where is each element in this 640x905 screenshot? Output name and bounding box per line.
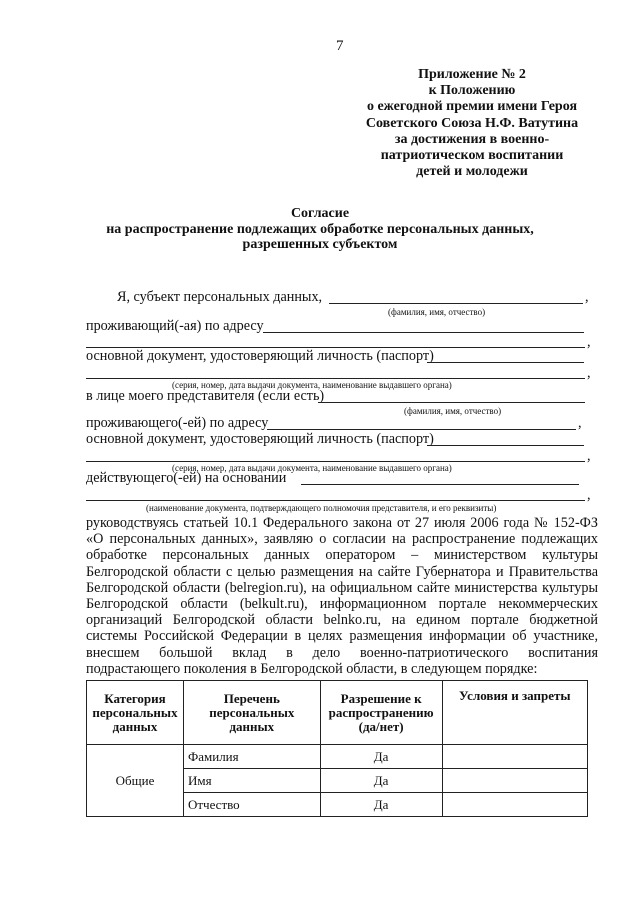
consent-body-text: руководствуясь статьей 10.1 Федерального закона от 27 июля 2006 года № 152-ФЗ «О персональных данных», заявляю о согласии на распространение подлежащих обработке персональных данных оператором – министерством культуры Белгородской области с целью размещения на сайте Губернатора и Правительства Белгородской области (belregion.ru), на официальном сайте министерства культуры Белгородской области (belkult.ru), информационном портале некоммерческих организаций Белгородской области belnko.ru, на едином портале бюджетной системы Российской Федерации в целях размещения информации об участнике, внесшем большой вклад в дело военно-патриотического воспитания подрастающего поколения в Белгородской области, в следующем порядке: <box>86 515 598 677</box>
hint-fio: (фамилия, имя, отчество) <box>388 307 486 317</box>
representative-fio-field[interactable] <box>318 402 585 403</box>
representative-label: в лице моего представителя (если есть) <box>86 388 325 404</box>
comma: , <box>585 289 589 305</box>
appendix-line: о ежегодной премии имени Героя <box>366 99 578 115</box>
table-header-cell: Условия и запреты <box>442 681 587 745</box>
item-cell: Отчество <box>183 793 320 817</box>
appendix-line: Приложение № 2 <box>418 67 526 82</box>
category-cell: Общие <box>87 745 184 817</box>
title-line: разрешенных субъектом <box>242 237 398 252</box>
appendix-line: к Положению <box>428 83 516 99</box>
title-line: Согласие <box>290 206 350 221</box>
appendix-line: Советского Союза Н.Ф. Ватутина <box>365 115 579 131</box>
hint-doc: (серия, номер, дата выдачи документа, наименование выдавшего органа) <box>172 463 452 473</box>
table-row <box>87 745 588 769</box>
comma: , <box>587 448 591 464</box>
table-header-cell: Категория персональных данных <box>87 681 184 745</box>
acting-label: действующего(-ей) на основании <box>86 470 287 486</box>
subject-address-field[interactable] <box>263 332 584 333</box>
subject-fio-field[interactable] <box>329 303 583 304</box>
document-title <box>90 206 550 253</box>
comma: , <box>587 334 591 350</box>
rep-passport-field[interactable] <box>427 445 584 446</box>
residing-label: проживающий(-ая) по адресу <box>86 318 264 334</box>
basis-field-2[interactable] <box>86 500 585 501</box>
personal-data-table <box>86 680 588 817</box>
hint-basis: (наименование документа, подтверждающего полномочия представителя, и его реквизиты) <box>146 503 497 513</box>
subject-intro-label: Я, субъект персональных данных, <box>117 289 323 305</box>
comma: , <box>587 487 591 503</box>
comma: , <box>587 365 591 381</box>
table-header-row <box>87 681 588 745</box>
subject-passport-field-2[interactable] <box>86 378 585 379</box>
table-header-cell: Перечень персональных данных <box>183 681 320 745</box>
rep-residing-label: проживающего(-ей) по адресу <box>86 415 269 431</box>
hint-fio: (фамилия, имя, отчество) <box>404 406 502 416</box>
item-cell: Фамилия <box>183 745 320 769</box>
conditions-cell[interactable] <box>442 745 587 769</box>
item-cell: Имя <box>183 769 320 793</box>
appendix-line: детей и молодежи <box>416 164 528 180</box>
permission-cell[interactable]: Да <box>320 769 442 793</box>
subject-passport-field[interactable] <box>427 362 584 363</box>
doc-main-label: основной документ, удостоверяющий личность (паспорт) <box>86 348 434 364</box>
hint-doc: (серия, номер, дата выдачи документа, наименование выдавшего органа) <box>172 380 452 390</box>
permission-cell[interactable]: Да <box>320 793 442 817</box>
rep-doc-label: основной документ, удостоверяющий личность (паспорт) <box>86 431 434 447</box>
conditions-cell[interactable] <box>442 793 587 817</box>
rep-address-field[interactable] <box>267 429 576 430</box>
page-number: 7 <box>336 38 344 54</box>
appendix-line: за достижения в военно- <box>394 131 550 147</box>
comma: , <box>578 415 582 431</box>
conditions-cell[interactable] <box>442 769 587 793</box>
title-line: на распространение подлежащих обработке персональных данных, <box>106 221 534 237</box>
appendix-line: патриотическом воспитании <box>380 148 564 164</box>
basis-field[interactable] <box>301 484 579 485</box>
permission-cell[interactable]: Да <box>320 745 442 769</box>
rep-passport-field-2[interactable] <box>86 461 585 462</box>
appendix-header <box>345 67 599 180</box>
table-header-cell: Разрешение к распространению (да/нет) <box>320 681 442 745</box>
